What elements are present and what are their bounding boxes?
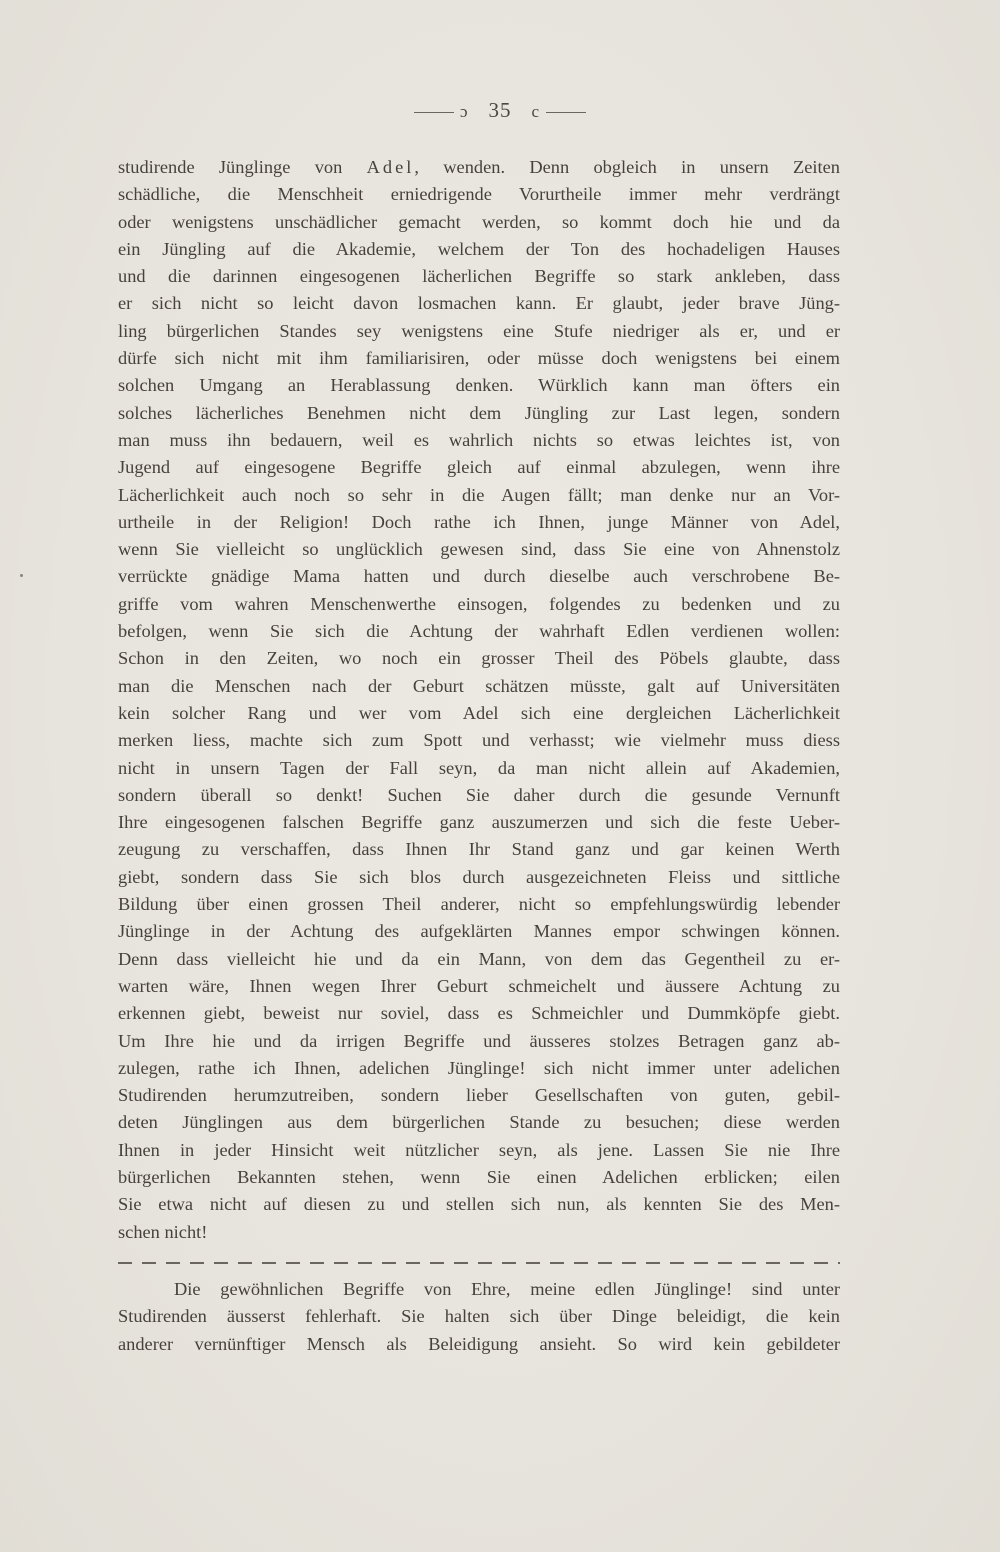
text-line: nicht in unsern Tagen der Fall seyn, da man nicht allein auf Akademien, bbox=[118, 757, 840, 778]
text-line: Lächerlichkeit auch noch so sehr in die Augen fällt; man denke nur an Vor- bbox=[118, 484, 840, 505]
text-line: dürfe sich nicht mit ihm familiarisiren, oder müsse doch wenigstens bei einem bbox=[118, 348, 840, 369]
text-line: man die Menschen nach der Geburt schätzen müsste, galt auf Universitäten bbox=[118, 675, 840, 696]
text-line: oder wenigstens unschädlicher gemacht werden, so kommt doch hie und da bbox=[118, 211, 840, 232]
header-left-ornament: ɔ bbox=[459, 102, 469, 121]
text-line: erkennen giebt, beweist nur soviel, dass es Schmeichler und Dummköpfe giebt. bbox=[118, 1003, 840, 1024]
text-line: schen nicht! bbox=[118, 1221, 208, 1242]
text-line: Jünglinge in der Achtung des aufgeklärten Mannes empor schwingen können. bbox=[118, 921, 840, 942]
text-line: Sie etwa nicht auf diesen zu und stellen sich nun, als kennten Sie des Men- bbox=[118, 1194, 840, 1215]
text-line: merken liess, machte sich zum Spott und verhasst; wie vielmehr muss diess bbox=[118, 730, 840, 751]
text-line: und die darinnen eingesogenen lächerlichen Begriffe so stark ankleben, dass bbox=[118, 266, 840, 287]
text-line: Studirenden herumzutreiben, sondern lieber Gesellschaften von guten, gebil- bbox=[118, 1085, 840, 1106]
text-line: zulegen, rathe ich Ihnen, adelichen Jünglinge! sich nicht immer unter adelichen bbox=[118, 1057, 840, 1078]
text-line: sondern überall so denkt! Suchen Sie daher durch die gesunde Vernunft bbox=[118, 784, 840, 805]
text-line: Denn dass vielleicht hie und da ein Mann, von dem das Gegentheil zu er- bbox=[118, 948, 840, 969]
text-line: Jugend auf eingesogene Begriffe gleich auf einmal abzulegen, wenn ihre bbox=[118, 457, 840, 478]
text-line: Um Ihre hie und da irrigen Begriffe und äusseres stolzes Betragen ganz ab- bbox=[118, 1030, 840, 1051]
text-line: verrückte gnädige Mama hatten und durch dieselbe auch verschrobene Be- bbox=[118, 566, 840, 587]
text-line: griffe vom wahren Menschenwerthe einsogen, folgendes zu bedenken und zu bbox=[118, 593, 840, 614]
text-line: Ihnen in jeder Hinsicht weit nützlicher seyn, als jene. Lassen Sie nie Ihre bbox=[118, 1139, 840, 1160]
text-line: solchen Umgang an Herablassung denken. Würklich kann man öfters ein bbox=[118, 375, 840, 396]
paragraph-1 bbox=[118, 154, 840, 1246]
text-line bbox=[118, 154, 840, 181]
header-rule-left bbox=[414, 112, 454, 113]
text-line: anderer vernünftiger Mensch als Beleidigung ansieht. So wird kein gebildeter bbox=[118, 1333, 840, 1354]
text-line: er sich nicht so leicht davon losmachen kann. Er glaubt, jeder brave Jüng- bbox=[118, 293, 840, 314]
text-line: giebt, sondern dass Sie sich blos durch ausgezeichneten Fleiss und sittliche bbox=[118, 866, 840, 887]
text-line: befolgen, wenn Sie sich die Achtung der wahrhaft Edlen verdienen wollen: bbox=[118, 621, 840, 642]
text-line: Studirenden äusserst fehlerhaft. Sie halten sich über Dinge beleidigt, die kein bbox=[118, 1306, 840, 1327]
text-line: urtheile in der Religion! Doch rathe ich Ihnen, junge Männer von Adel, bbox=[118, 511, 840, 532]
spaced-word: Adel bbox=[366, 157, 415, 177]
text-line: solches lächerliches Benehmen nicht dem Jüngling zur Last legen, sondern bbox=[118, 402, 840, 423]
paragraph-2 bbox=[118, 1276, 840, 1358]
page-header bbox=[0, 98, 1000, 123]
text-line: warten wäre, Ihnen wegen Ihrer Geburt schmeichelt und äussere Achtung zu bbox=[118, 975, 840, 996]
text-run: , wenden. Denn obgleich in unsern Zeiten bbox=[414, 157, 840, 177]
text-run: studirende Jünglinge von bbox=[118, 157, 367, 177]
text-line: Ihre eingesogenen falschen Begriffe ganz auszumerzen und sich die feste Ueber- bbox=[118, 812, 840, 833]
text-line: kein solcher Rang und wer vom Adel sich eine dergleichen Lächerlichkeit bbox=[118, 702, 840, 723]
text-line: schädliche, die Menschheit erniedrigende Vorurtheile immer mehr verdrängt bbox=[118, 184, 840, 205]
section-divider bbox=[118, 1262, 840, 1264]
paper-speck bbox=[20, 574, 23, 577]
page-number: 35 bbox=[488, 98, 512, 122]
text-line: Schon in den Zeiten, wo noch ein grosser Theil des Pöbels glaubte, dass bbox=[118, 648, 840, 669]
header-right-ornament: c bbox=[531, 102, 541, 121]
text-line: ein Jüngling auf die Akademie, welchem der Ton des hochadeligen Hauses bbox=[118, 238, 840, 259]
header-rule-right bbox=[546, 112, 586, 113]
text-line: bürgerlichen Bekannten stehen, wenn Sie einen Adelichen erblicken; eilen bbox=[118, 1166, 840, 1187]
text-line: man muss ihn bedauern, weil es wahrlich nichts so etwas leichtes ist, von bbox=[118, 429, 840, 450]
text-line: zeugung zu verschaffen, dass Ihnen Ihr Stand ganz und gar keinen Werth bbox=[118, 839, 840, 860]
text-line: wenn Sie vielleicht so unglücklich gewesen sind, dass Sie eine von Ahnenstolz bbox=[118, 539, 840, 560]
text-line: ling bürgerlichen Standes sey wenigstens eine Stufe niedriger als er, und er bbox=[118, 320, 840, 341]
text-line: deten Jünglingen aus dem bürgerlichen Stande zu besuchen; diese werden bbox=[118, 1112, 840, 1133]
text-line: Die gewöhnlichen Begriffe von Ehre, meine edlen Jünglinge! sind unter bbox=[174, 1279, 840, 1299]
text-line: Bildung über einen grossen Theil anderer, nicht so empfehlungswürdig lebender bbox=[118, 894, 840, 915]
